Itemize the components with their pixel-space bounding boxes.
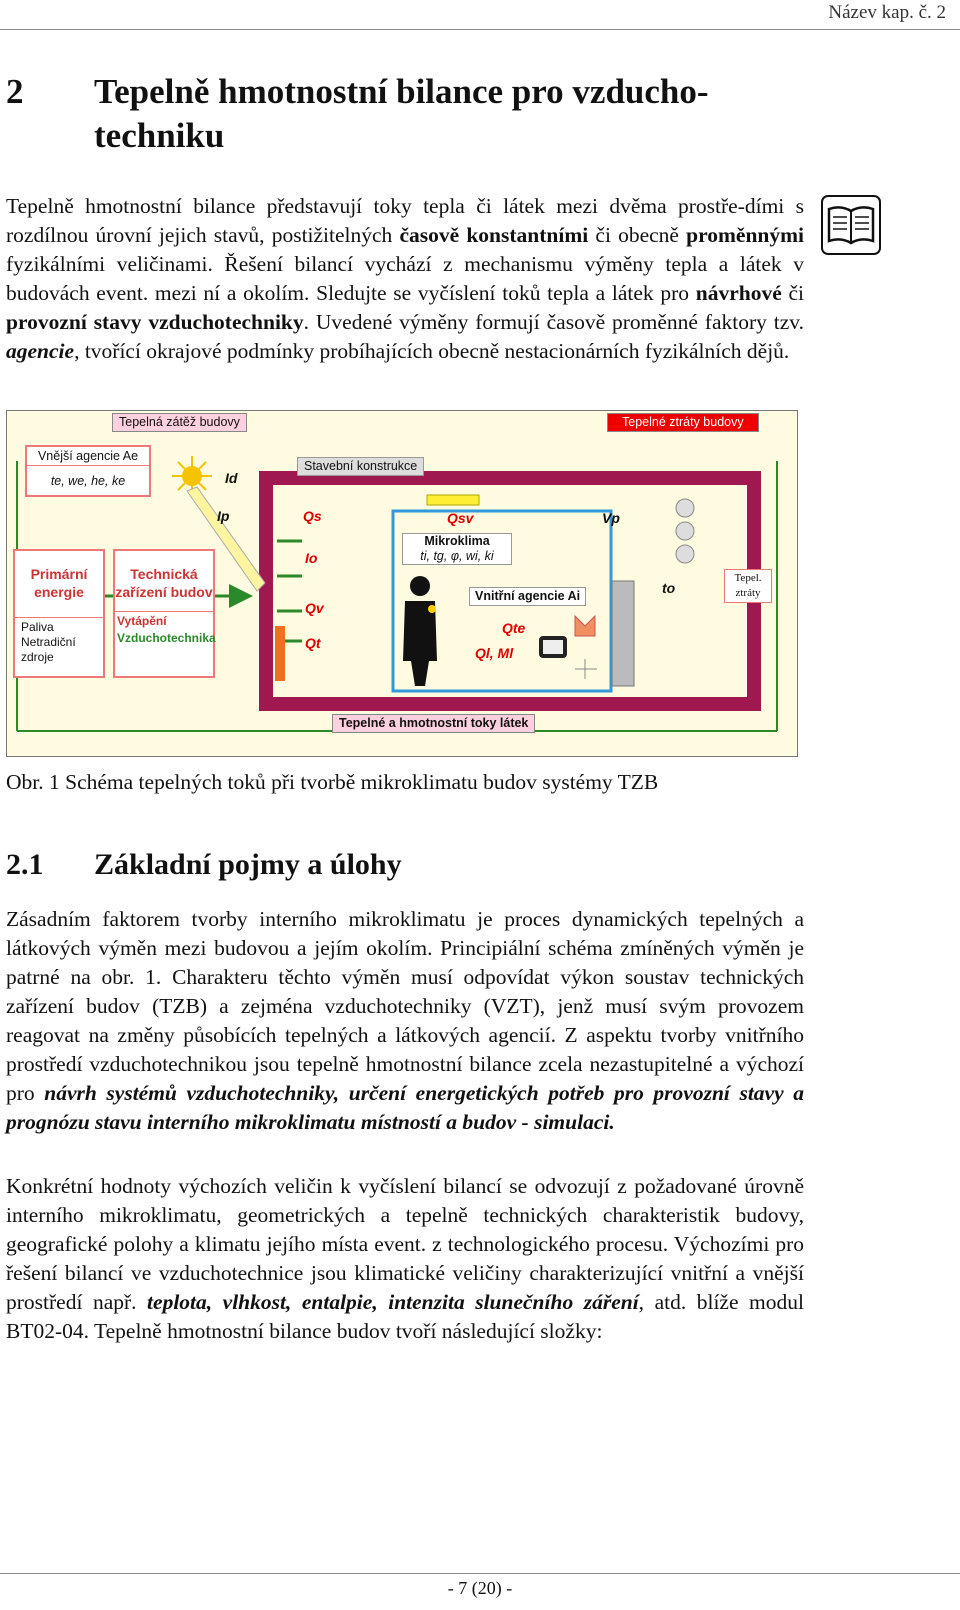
label-fuels: Paliva Netradiční zdroje	[15, 617, 103, 667]
label-ventilation: Vzduchotechnika	[117, 631, 216, 645]
label-qs: Qs	[303, 508, 322, 524]
intro-bold: proměnnými	[686, 223, 804, 247]
intro-bold: provozní stavy vzduchotechniky	[6, 310, 304, 334]
label-external-agency: Vnější agencie Ae	[27, 447, 149, 466]
body-paragraph-1	[6, 905, 804, 1137]
body-text: , atd. blíže modul BT02-04. Tepelně hmotnostní bilance budov tvoří následující složky:	[6, 1290, 804, 1343]
chapter-title: Tepelně hmotnostní bilance pro vzducho-techniku	[94, 72, 709, 155]
label-construction: Stavební konstrukce	[297, 457, 424, 476]
intro-bold: návrhové	[695, 281, 782, 305]
intro-text: . Uvedené výměny formují časově proměnné faktory tzv.	[303, 310, 804, 334]
label-primary-energy: Primární energie	[30, 566, 88, 600]
label-tech-equipment: Technická zařízení budov	[115, 566, 213, 600]
chapter-header-label: Název kap. č. 2	[828, 2, 946, 23]
person-body	[403, 601, 437, 686]
intro-text: či	[781, 281, 804, 305]
intro-text: , tvořící okrajové podmínky probíhajících obecně nestacionárních fyzikálních dějů.	[74, 339, 790, 363]
body-bold-italic: návrh systémů vzduchotechniky, určení energetických potřeb pro provozní stavy a prognózu stavu interního mikroklimatu místností a budov - simulaci.	[6, 1081, 804, 1134]
intro-bold-italic: agencie	[6, 339, 75, 363]
label-bottom-flows: Tepelné a hmotnostní toky látek	[332, 714, 535, 733]
body-text: Zásadním faktorem tvorby interního mikroklimatu je proces dynamických tepelných a látkových výměn mezi budovou a jejím okolím. Principiální schéma zmíněných výměn je patrné na obr. 1. Charakteru těchto výměn musí odpovídat výkon soustav technických zařízení budov (TZB) a zejména vzduchotechniky (VZT), jenž musí svým provozem reagovat na změny působících tepelných a látkových agencií. Z aspektu tvorby vnitřního prostředí vzduchotechnikou jsou tepelně hmotnostní bilance zcela nezastupitelné a výchozí pro	[6, 907, 804, 1105]
label-qv: Qv	[305, 600, 324, 616]
intro-text: či obecně	[588, 223, 687, 247]
label-qt: Qt	[305, 635, 321, 651]
label-heat-loss: Tepelné ztráty budovy	[607, 413, 759, 432]
heat-flow-diagram	[6, 410, 798, 757]
label-heat-load: Tepelná zátěž budovy	[112, 413, 247, 432]
label-ql-ml: Ql, Ml	[475, 645, 514, 661]
label-external-vars: te, we, he, ke	[50, 474, 126, 488]
intro-text: fyzikálními veličinami. Řešení bilancí vychází z mechanismu výměny tepla a látek v budovách event. mezi ní a okolím. Sledujte se vyčíslení toků tepla a látek pro	[6, 252, 804, 305]
person-head	[410, 576, 430, 596]
label-tepel-ztraty: Tepel. ztráty	[724, 569, 772, 603]
body-text: Konkrétní hodnoty výchozích veličin k vyčíslení bilancí se odvozují z požadované úrovně interního mikroklimatu, geometrických a tepelně technických charakteristik budovy, geografické polohy a klimatu jejího místa event. z technologického procesu. Výchozími pro řešení bilancí ve vzduchotechnice jsou klimatické veličiny charakterizující vnitřní a vnější prostředí např.	[6, 1174, 804, 1314]
body-paragraph-2	[6, 1172, 804, 1346]
building-floor	[259, 697, 759, 711]
label-microclimate-box	[402, 533, 512, 565]
page-number: - 7 (20) -	[447, 1578, 513, 1598]
chapter-number: 2	[6, 72, 24, 111]
window	[427, 495, 479, 505]
label-ip: Ip	[217, 508, 230, 524]
section-number: 2.1	[6, 848, 44, 881]
label-qte: Qte	[502, 620, 526, 636]
section-title: Základní pojmy a úlohy	[94, 848, 402, 881]
radiator	[612, 581, 634, 686]
label-io: Io	[305, 550, 318, 566]
label-heating: Vytápění	[115, 611, 213, 631]
building-wall-left	[259, 471, 273, 711]
label-to: to	[662, 580, 676, 596]
label-id: Id	[225, 470, 238, 486]
label-qsv: Qsv	[447, 510, 474, 526]
label-vp: Vp	[602, 510, 620, 526]
header-rule	[0, 29, 960, 30]
label-micro-vars: ti, tg, φ, wi, ki	[420, 549, 494, 563]
label-microclimate: Mikroklima	[424, 534, 490, 548]
figure-caption: Obr. 1 Schéma tepelných toků při tvorbě mikroklimatu budov systémy TZB	[6, 770, 659, 794]
intro-bold: časově konstantními	[399, 223, 589, 247]
label-internal-agency: Vnitřní agencie Ai	[469, 587, 586, 606]
book-icon	[821, 195, 881, 255]
footer-rule	[0, 1573, 960, 1574]
intro-text: Tepelně hmotnostní bilance představují toky tepla či látek mezi dvěma prostře-dími s rozdílnou úrovní jejich stavů, postižitelných	[6, 194, 804, 247]
heater	[275, 626, 285, 681]
intro-paragraph	[6, 192, 804, 366]
body-bold-italic: teplota, vlhkost, entalpie, intenzita slunečního záření	[147, 1290, 639, 1314]
